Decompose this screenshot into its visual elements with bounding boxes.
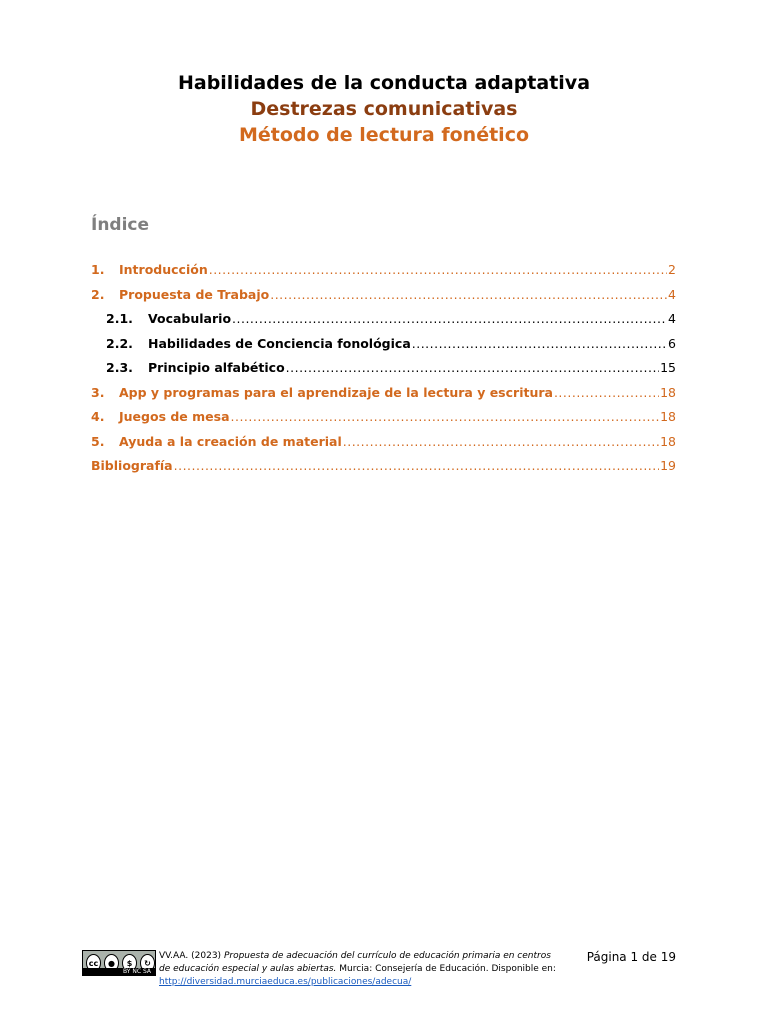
- toc-entry-page: 15: [660, 360, 676, 375]
- toc-entry-page: 6: [668, 335, 676, 351]
- toc-entry-creacion-material[interactable]: [91, 434, 676, 459]
- toc-entry-principio-alfabetico[interactable]: [91, 360, 676, 385]
- toc-leader-dots: [412, 336, 667, 351]
- toc-entry-number: 2.2.: [106, 335, 133, 351]
- title-line-1: Habilidades de la conducta adaptativa: [177, 72, 591, 94]
- by-attribution-icon: ●: [104, 954, 119, 972]
- document-title-block: [0, 70, 768, 148]
- toc-leader-dots: [174, 458, 659, 473]
- title-line-2: Destrezas comunicativas: [250, 98, 518, 120]
- citation-title: Propuesta de adecuación del currículo de educación primaria en centros de educación especial y aulas abiertas.: [159, 951, 551, 974]
- toc-entry-number: 2.: [91, 286, 105, 302]
- toc-entry-page: 4: [668, 286, 676, 302]
- toc-entry-app-programas[interactable]: [91, 385, 676, 410]
- toc-leader-dots: [231, 409, 660, 424]
- page-footer: [82, 950, 676, 990]
- page-number: Página 1 de 19: [586, 950, 676, 964]
- toc-entry-number: 2.3.: [106, 360, 133, 375]
- toc-entry-conciencia-fonologica[interactable]: [91, 336, 676, 361]
- toc-entry-propuesta[interactable]: [91, 287, 676, 312]
- toc-entry-number: 5.: [91, 433, 105, 449]
- toc-entry-label: Habilidades de Conciencia fonológica: [148, 335, 411, 351]
- cc-license-strip: BY NC SA: [83, 968, 155, 975]
- title-line-3: Método de lectura fonético: [238, 124, 530, 146]
- toc-entry-label: Bibliografía: [91, 458, 173, 473]
- table-of-contents: [91, 262, 676, 483]
- sharealike-icon: ↻: [140, 954, 155, 972]
- toc-entry-page: 2: [668, 262, 676, 277]
- toc-entry-page: 4: [668, 311, 676, 326]
- toc-leader-dots: [343, 434, 659, 449]
- toc-leader-dots: [232, 311, 667, 326]
- cc-license-badge: [82, 950, 156, 976]
- toc-entry-page: 18: [660, 433, 676, 449]
- toc-leader-dots: [270, 287, 667, 302]
- citation-suffix: Murcia: Consejería de Educación. Disponible en:: [339, 964, 556, 974]
- toc-entry-bibliografia[interactable]: [91, 458, 676, 483]
- toc-heading: Índice: [91, 215, 150, 235]
- toc-entry-introduccion[interactable]: [91, 262, 676, 287]
- toc-entry-label: App y programas para el aprendizaje de la lectura y escritura: [119, 384, 553, 400]
- toc-entry-number: 4.: [91, 409, 105, 424]
- toc-entry-number: 1.: [91, 262, 105, 277]
- toc-leader-dots: [286, 360, 659, 375]
- toc-leader-dots: [209, 262, 667, 277]
- toc-entry-label: Propuesta de Trabajo: [119, 286, 270, 302]
- noncommercial-icon: $: [122, 954, 137, 972]
- citation-link[interactable]: http://diversidad.murciaeduca.es/publicaciones/adecua/: [159, 977, 412, 987]
- toc-entry-juegos-mesa[interactable]: [91, 409, 676, 434]
- toc-entry-number: 3.: [91, 384, 105, 400]
- toc-entry-page: 18: [660, 409, 676, 424]
- toc-entry-page: 19: [660, 458, 676, 473]
- citation-prefix: VV.AA. (2023): [159, 951, 222, 961]
- toc-entry-label: Vocabulario: [148, 311, 232, 326]
- toc-entry-vocabulario[interactable]: [91, 311, 676, 336]
- toc-leader-dots: [554, 385, 659, 400]
- cc-icon: cc: [86, 954, 101, 972]
- toc-entry-label: Juegos de mesa: [119, 409, 230, 424]
- toc-entry-number: 2.1.: [106, 311, 133, 326]
- toc-entry-label: Introducción: [119, 262, 208, 277]
- toc-entry-label: Principio alfabético: [148, 360, 285, 375]
- citation-text: [159, 950, 564, 989]
- toc-entry-page: 18: [660, 384, 676, 400]
- toc-entry-label: Ayuda a la creación de material: [119, 433, 342, 449]
